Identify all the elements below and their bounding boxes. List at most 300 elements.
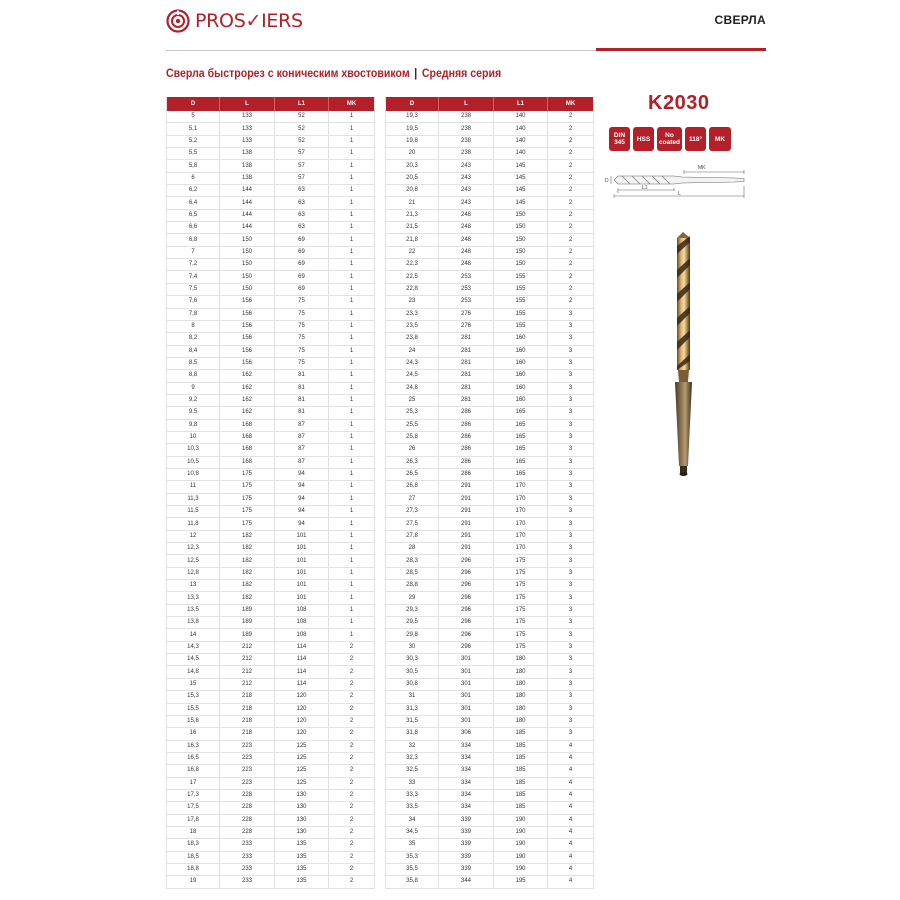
cell-mk: 3 xyxy=(548,728,594,740)
cell-mk: 4 xyxy=(548,876,594,888)
table-row xyxy=(167,641,375,653)
cell-l: 291 xyxy=(439,506,494,518)
cell-mk: 3 xyxy=(548,431,594,443)
cell-l1: 175 xyxy=(494,617,548,629)
cell-d: 20,5 xyxy=(386,172,439,184)
cell-l1: 52 xyxy=(275,111,329,123)
cell-mk: 3 xyxy=(548,308,594,320)
cell-d: 8,5 xyxy=(167,357,220,369)
cell-l: 175 xyxy=(220,493,275,505)
cell-l1: 63 xyxy=(275,222,329,234)
cell-l: 150 xyxy=(220,259,275,271)
cell-l: 168 xyxy=(220,419,275,431)
cell-mk: 2 xyxy=(329,863,375,875)
cell-l: 223 xyxy=(220,777,275,789)
cell-mk: 3 xyxy=(548,715,594,727)
cell-mk: 1 xyxy=(329,419,375,431)
cell-mk: 1 xyxy=(329,234,375,246)
cell-l: 144 xyxy=(220,185,275,197)
cell-mk: 2 xyxy=(548,185,594,197)
cell-l1: 101 xyxy=(275,530,329,542)
table-row xyxy=(167,234,375,246)
cell-l1: 81 xyxy=(275,370,329,382)
cell-mk: 1 xyxy=(329,382,375,394)
cell-mk: 3 xyxy=(548,357,594,369)
cell-mk: 4 xyxy=(548,814,594,826)
diagram-label-l1: L1 xyxy=(642,185,648,191)
cell-l: 182 xyxy=(220,580,275,592)
cell-l1: 101 xyxy=(275,592,329,604)
table-row xyxy=(386,678,594,690)
cell-l: 339 xyxy=(439,814,494,826)
cell-l1: 140 xyxy=(494,135,548,147)
cell-l1: 180 xyxy=(494,715,548,727)
table-row xyxy=(167,160,375,172)
cell-l1: 94 xyxy=(275,506,329,518)
cell-d: 30,3 xyxy=(386,654,439,666)
table-row xyxy=(167,185,375,197)
cell-l: 291 xyxy=(439,543,494,555)
table-row xyxy=(167,246,375,258)
table-row xyxy=(386,394,594,406)
cell-d: 5,1 xyxy=(167,123,220,135)
cell-d: 13,5 xyxy=(167,604,220,616)
cell-l1: 114 xyxy=(275,654,329,666)
cell-l: 296 xyxy=(439,555,494,567)
cell-l: 248 xyxy=(439,234,494,246)
cell-l: 233 xyxy=(220,876,275,888)
cell-d: 6,8 xyxy=(167,234,220,246)
cell-l1: 101 xyxy=(275,555,329,567)
spec-table-right xyxy=(385,97,594,889)
cell-mk: 3 xyxy=(548,419,594,431)
cell-d: 18 xyxy=(167,826,220,838)
cell-l: 156 xyxy=(220,333,275,345)
cell-d: 27,8 xyxy=(386,530,439,542)
cell-l1: 175 xyxy=(494,641,548,653)
table-row xyxy=(386,715,594,727)
table-row xyxy=(167,209,375,221)
table-row xyxy=(167,518,375,530)
cell-l1: 114 xyxy=(275,666,329,678)
cell-mk: 3 xyxy=(548,493,594,505)
cell-d: 32 xyxy=(386,740,439,752)
cell-mk: 3 xyxy=(548,320,594,332)
table-row xyxy=(167,148,375,160)
cell-l: 334 xyxy=(439,789,494,801)
cell-l1: 94 xyxy=(275,518,329,530)
cell-mk: 1 xyxy=(329,456,375,468)
table-row xyxy=(386,246,594,258)
cell-l: 182 xyxy=(220,555,275,567)
cell-mk: 1 xyxy=(329,493,375,505)
cell-mk: 2 xyxy=(329,839,375,851)
cell-l1: 165 xyxy=(494,468,548,480)
table-row xyxy=(386,222,594,234)
cell-l: 162 xyxy=(220,382,275,394)
cell-l: 189 xyxy=(220,604,275,616)
cell-mk: 2 xyxy=(548,222,594,234)
cell-l: 218 xyxy=(220,715,275,727)
badge-din: DIN 345 xyxy=(609,127,630,151)
cell-l: 344 xyxy=(439,876,494,888)
cell-l1: 190 xyxy=(494,814,548,826)
cell-d: 12 xyxy=(167,530,220,542)
cell-l: 133 xyxy=(220,123,275,135)
table-row xyxy=(386,209,594,221)
badge-angle: 118° xyxy=(685,127,706,151)
cell-d: 29 xyxy=(386,592,439,604)
cell-l1: 94 xyxy=(275,493,329,505)
table-row xyxy=(167,839,375,851)
cell-d: 7,6 xyxy=(167,296,220,308)
cell-d: 15 xyxy=(167,678,220,690)
cell-mk: 1 xyxy=(329,333,375,345)
column-header-l: L xyxy=(220,97,275,111)
cell-d: 8,8 xyxy=(167,370,220,382)
cell-mk: 4 xyxy=(548,826,594,838)
table-row xyxy=(167,111,375,123)
cell-l: 162 xyxy=(220,407,275,419)
cell-l1: 81 xyxy=(275,382,329,394)
table-row xyxy=(386,802,594,814)
cell-l1: 101 xyxy=(275,567,329,579)
cell-mk: 4 xyxy=(548,740,594,752)
cell-mk: 4 xyxy=(548,789,594,801)
cell-d: 29,8 xyxy=(386,629,439,641)
cell-d: 20 xyxy=(386,148,439,160)
cell-l1: 155 xyxy=(494,271,548,283)
cell-l1: 185 xyxy=(494,802,548,814)
cell-l: 296 xyxy=(439,617,494,629)
cell-mk: 2 xyxy=(329,777,375,789)
product-code: K2030 xyxy=(648,92,710,114)
cell-mk: 1 xyxy=(329,543,375,555)
cell-l: 168 xyxy=(220,444,275,456)
cell-l: 228 xyxy=(220,814,275,826)
table-row xyxy=(386,234,594,246)
cell-l: 223 xyxy=(220,765,275,777)
cell-l1: 155 xyxy=(494,283,548,295)
cell-l: 334 xyxy=(439,777,494,789)
table-row xyxy=(167,789,375,801)
cell-mk: 2 xyxy=(548,160,594,172)
table-row xyxy=(386,259,594,271)
cell-mk: 1 xyxy=(329,394,375,406)
table-row xyxy=(167,678,375,690)
cell-mk: 2 xyxy=(329,728,375,740)
cell-d: 6 xyxy=(167,172,220,184)
table-row xyxy=(386,543,594,555)
cell-l1: 75 xyxy=(275,296,329,308)
table-row xyxy=(167,703,375,715)
cell-mk: 3 xyxy=(548,382,594,394)
cell-l1: 135 xyxy=(275,851,329,863)
cell-d: 35,5 xyxy=(386,863,439,875)
cell-mk: 2 xyxy=(329,641,375,653)
cell-mk: 1 xyxy=(329,629,375,641)
table-row xyxy=(386,555,594,567)
cell-mk: 2 xyxy=(329,826,375,838)
cell-mk: 2 xyxy=(548,246,594,258)
cell-l: 248 xyxy=(439,222,494,234)
table-row xyxy=(167,752,375,764)
cell-mk: 2 xyxy=(329,666,375,678)
table-row xyxy=(167,481,375,493)
table-row xyxy=(167,308,375,320)
cell-l1: 175 xyxy=(494,555,548,567)
cell-d: 10,3 xyxy=(167,444,220,456)
table-row xyxy=(386,789,594,801)
table-row xyxy=(167,876,375,888)
cell-d: 16,5 xyxy=(167,752,220,764)
table-row xyxy=(167,543,375,555)
cell-l: 175 xyxy=(220,506,275,518)
cell-mk: 3 xyxy=(548,506,594,518)
cell-l1: 52 xyxy=(275,135,329,147)
cell-mk: 3 xyxy=(548,407,594,419)
cell-l1: 108 xyxy=(275,617,329,629)
cell-l: 286 xyxy=(439,456,494,468)
cell-mk: 4 xyxy=(548,777,594,789)
cell-l: 296 xyxy=(439,592,494,604)
cell-d: 9,2 xyxy=(167,394,220,406)
table-row xyxy=(386,333,594,345)
cell-mk: 1 xyxy=(329,481,375,493)
cell-d: 6,5 xyxy=(167,209,220,221)
cell-l: 286 xyxy=(439,419,494,431)
cell-d: 19,3 xyxy=(386,111,439,123)
cell-l1: 190 xyxy=(494,851,548,863)
cell-l: 296 xyxy=(439,567,494,579)
cell-l1: 120 xyxy=(275,728,329,740)
table-row xyxy=(167,777,375,789)
cell-l: 253 xyxy=(439,283,494,295)
cell-d: 26 xyxy=(386,444,439,456)
cell-mk: 3 xyxy=(548,641,594,653)
cell-l: 253 xyxy=(439,271,494,283)
cell-mk: 2 xyxy=(329,678,375,690)
cell-l: 281 xyxy=(439,370,494,382)
cell-l: 301 xyxy=(439,691,494,703)
cell-l1: 175 xyxy=(494,580,548,592)
diagram-label-d: D xyxy=(605,178,609,184)
cell-d: 17,5 xyxy=(167,802,220,814)
cell-d: 18,5 xyxy=(167,851,220,863)
cell-l1: 175 xyxy=(494,604,548,616)
cell-d: 22,5 xyxy=(386,271,439,283)
cell-l1: 160 xyxy=(494,370,548,382)
cell-d: 6,6 xyxy=(167,222,220,234)
cell-d: 17,8 xyxy=(167,814,220,826)
table-row xyxy=(386,283,594,295)
table-row xyxy=(386,419,594,431)
cell-mk: 4 xyxy=(548,765,594,777)
cell-d: 34 xyxy=(386,814,439,826)
cell-l1: 87 xyxy=(275,419,329,431)
cell-l1: 190 xyxy=(494,839,548,851)
cell-l: 281 xyxy=(439,345,494,357)
cell-l: 228 xyxy=(220,826,275,838)
cell-d: 34,5 xyxy=(386,826,439,838)
cell-l1: 150 xyxy=(494,259,548,271)
table-row xyxy=(386,172,594,184)
cell-mk: 1 xyxy=(329,468,375,480)
cell-d: 14,8 xyxy=(167,666,220,678)
table-row xyxy=(386,654,594,666)
table-row xyxy=(386,863,594,875)
cell-mk: 2 xyxy=(548,111,594,123)
cell-l1: 63 xyxy=(275,185,329,197)
cell-d: 28,8 xyxy=(386,580,439,592)
cell-d: 11,3 xyxy=(167,493,220,505)
cell-mk: 2 xyxy=(329,752,375,764)
cell-l1: 150 xyxy=(494,209,548,221)
cell-l: 156 xyxy=(220,357,275,369)
cell-l: 233 xyxy=(220,863,275,875)
table-row xyxy=(167,431,375,443)
table-row xyxy=(167,555,375,567)
cell-l1: 150 xyxy=(494,222,548,234)
table-row xyxy=(386,530,594,542)
cell-l: 182 xyxy=(220,543,275,555)
cell-l1: 165 xyxy=(494,444,548,456)
cell-l: 276 xyxy=(439,308,494,320)
drill-photo xyxy=(664,232,704,478)
cell-l1: 75 xyxy=(275,357,329,369)
table-row xyxy=(386,481,594,493)
cell-l: 296 xyxy=(439,604,494,616)
cell-l1: 75 xyxy=(275,345,329,357)
cell-d: 25 xyxy=(386,394,439,406)
cell-d: 12,5 xyxy=(167,555,220,567)
cell-d: 16,3 xyxy=(167,740,220,752)
cell-mk: 3 xyxy=(548,617,594,629)
table-row xyxy=(386,296,594,308)
cell-l1: 140 xyxy=(494,123,548,135)
cell-l: 301 xyxy=(439,703,494,715)
table-row xyxy=(386,123,594,135)
cell-l: 286 xyxy=(439,444,494,456)
cell-l: 334 xyxy=(439,752,494,764)
cell-mk: 3 xyxy=(548,456,594,468)
cell-d: 22,3 xyxy=(386,259,439,271)
cell-mk: 1 xyxy=(329,555,375,567)
cell-mk: 1 xyxy=(329,185,375,197)
cell-l: 162 xyxy=(220,394,275,406)
table-row xyxy=(167,851,375,863)
table-row xyxy=(167,468,375,480)
brand-name: PROS✓IERS xyxy=(195,10,303,32)
cell-l1: 185 xyxy=(494,740,548,752)
cell-l: 133 xyxy=(220,135,275,147)
cell-l: 156 xyxy=(220,296,275,308)
table-row xyxy=(386,839,594,851)
cell-d: 5,5 xyxy=(167,148,220,160)
cell-mk: 2 xyxy=(548,148,594,160)
column-header-mk: MK xyxy=(329,97,375,111)
table-row xyxy=(167,666,375,678)
cell-l1: 175 xyxy=(494,629,548,641)
cell-l1: 130 xyxy=(275,826,329,838)
cell-d: 11 xyxy=(167,481,220,493)
spec-table-left xyxy=(166,97,375,889)
cell-mk: 2 xyxy=(329,814,375,826)
cell-d: 24,3 xyxy=(386,357,439,369)
cell-l1: 130 xyxy=(275,789,329,801)
cell-l1: 114 xyxy=(275,641,329,653)
cell-mk: 2 xyxy=(548,123,594,135)
column-header-d: D xyxy=(167,97,220,111)
cell-l: 189 xyxy=(220,617,275,629)
cell-l1: 165 xyxy=(494,407,548,419)
table-row xyxy=(167,617,375,629)
cell-l1: 190 xyxy=(494,826,548,838)
cell-l: 243 xyxy=(439,197,494,209)
cell-l1: 175 xyxy=(494,567,548,579)
table-row xyxy=(386,703,594,715)
cell-d: 22,8 xyxy=(386,283,439,295)
diagram-label-mk: MK xyxy=(698,165,706,171)
cell-d: 24 xyxy=(386,345,439,357)
table-row xyxy=(386,431,594,443)
cell-mk: 1 xyxy=(329,370,375,382)
cell-mk: 1 xyxy=(329,518,375,530)
cell-mk: 1 xyxy=(329,209,375,221)
brand-logo-icon xyxy=(166,9,190,33)
cell-l1: 180 xyxy=(494,654,548,666)
table-row xyxy=(386,185,594,197)
table-row xyxy=(386,160,594,172)
cell-d: 13 xyxy=(167,580,220,592)
spec-badges xyxy=(609,127,731,151)
cell-d: 21,3 xyxy=(386,209,439,221)
cell-mk: 1 xyxy=(329,320,375,332)
cell-l1: 155 xyxy=(494,296,548,308)
cell-l1: 160 xyxy=(494,345,548,357)
table-row xyxy=(386,493,594,505)
cell-l: 218 xyxy=(220,691,275,703)
cell-mk: 2 xyxy=(329,789,375,801)
cell-l: 286 xyxy=(439,431,494,443)
table-row xyxy=(386,370,594,382)
cell-l: 150 xyxy=(220,246,275,258)
cell-d: 19 xyxy=(167,876,220,888)
subtitle-separator: | xyxy=(414,68,418,80)
cell-l: 248 xyxy=(439,209,494,221)
cell-d: 22 xyxy=(386,246,439,258)
cell-l: 301 xyxy=(439,678,494,690)
cell-l1: 185 xyxy=(494,752,548,764)
cell-d: 17,3 xyxy=(167,789,220,801)
cell-d: 30 xyxy=(386,641,439,653)
cell-l: 334 xyxy=(439,765,494,777)
cell-l: 223 xyxy=(220,740,275,752)
table-row xyxy=(386,320,594,332)
cell-d: 9,8 xyxy=(167,419,220,431)
cell-d: 16 xyxy=(167,728,220,740)
cell-d: 10,5 xyxy=(167,456,220,468)
cell-l: 175 xyxy=(220,468,275,480)
header-divider xyxy=(166,50,596,51)
table-row xyxy=(386,826,594,838)
table-row xyxy=(167,271,375,283)
header-accent-divider xyxy=(596,48,766,51)
cell-l1: 57 xyxy=(275,148,329,160)
cell-mk: 2 xyxy=(548,296,594,308)
cell-d: 27,5 xyxy=(386,518,439,530)
cell-l: 301 xyxy=(439,666,494,678)
